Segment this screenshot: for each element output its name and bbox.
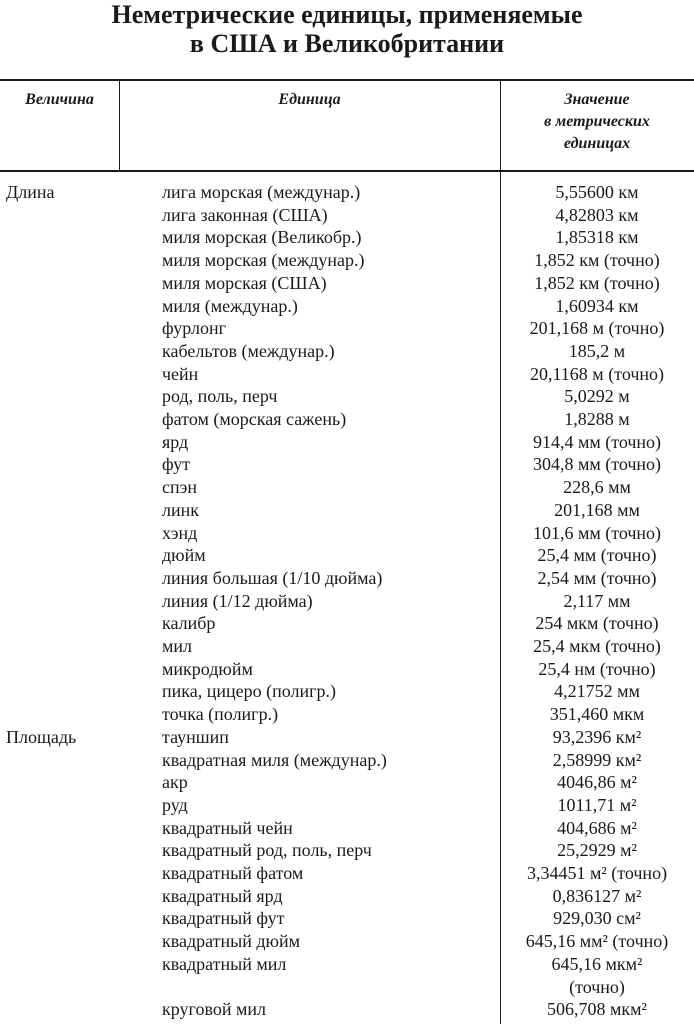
metric-value: 1,60934 км: [555, 295, 639, 316]
metric-value: 5,55600 км: [555, 182, 639, 202]
metric-value: 5,0292 м: [564, 386, 630, 407]
section-area: Площадь: [6, 727, 77, 747]
metric-value: 93,2396 км²: [552, 726, 642, 747]
metric-value: 2,54 мм (точно): [537, 567, 657, 588]
metric-value: 1,85318 км: [555, 227, 639, 248]
metric-value: 101,6 мм (точно): [532, 522, 662, 543]
header-value-line-1: Значение: [564, 91, 630, 108]
metric-value: 25,4 нм (точно): [538, 658, 656, 679]
metric-value: 404,686 м²: [557, 817, 637, 838]
metric-value: 914,4 мм (точно): [532, 431, 662, 452]
metric-value: 351,460 мкм: [549, 704, 645, 725]
metric-value: (точно): [569, 976, 625, 997]
unit-name: лига законная (США): [162, 204, 328, 225]
header-value-line-3: единицах: [563, 135, 631, 152]
metric-value: 645,16 мм² (точно): [525, 931, 669, 952]
metric-value: 25,4 мм (точно): [537, 545, 657, 566]
unit-name: квадратная миля (междунар.): [162, 749, 387, 770]
table-top-rule: [0, 79, 694, 81]
metric-value: 1,852 км (точно): [534, 250, 660, 271]
unit-name: микродюйм: [162, 658, 253, 679]
unit-name: род, поль, перч: [162, 386, 278, 407]
metric-value: 25,2929 м²: [557, 840, 637, 861]
metric-value: 4,21752 мм: [554, 681, 640, 702]
unit-name: хэнд: [162, 522, 198, 543]
metric-value: 4,82803 км: [555, 204, 639, 225]
unit-name: круговой мил: [162, 999, 266, 1020]
unit-name: квадратный фатом: [162, 863, 304, 883]
metric-value: 1011,71 м²: [557, 794, 637, 815]
unit-name: руд: [162, 794, 188, 815]
metric-value: 304,8 мм (точно): [532, 454, 662, 475]
metric-value: 201,168 мм: [554, 499, 640, 520]
unit-name: миля (междунар.): [162, 295, 298, 316]
unit-name: линия (1/12 дюйма): [162, 590, 313, 611]
title-line-1: Неметрические единицы, применяемые: [111, 0, 583, 29]
unit-name: миля морская (Великобр.): [162, 227, 362, 248]
unit-name: мил: [162, 636, 193, 656]
unit-name: калибр: [162, 613, 216, 634]
unit-name: фатом (морская сажень): [162, 409, 347, 429]
metric-value: 929,030 см²: [553, 908, 641, 929]
metric-value: 2,58999 км²: [552, 749, 642, 770]
metric-value: 20,1168 м (точно): [529, 363, 665, 384]
unit-name: квадратный ярд: [162, 885, 283, 906]
header-unit: Единица: [278, 91, 341, 108]
unit-name: линк: [162, 499, 199, 520]
metric-value: 185,2 м: [568, 340, 626, 361]
metric-value: 1,852 км (точно): [534, 272, 660, 293]
metric-value: 3,34451 м² (точно): [526, 863, 668, 883]
metric-value: 4046,86 м²: [557, 772, 637, 793]
metric-value: 254 мкм (точно): [535, 613, 659, 634]
metric-value: 506,708 мкм²: [547, 999, 647, 1020]
unit-name: кабельтов (междунар.): [162, 340, 335, 361]
unit-name: тауншип: [162, 726, 229, 747]
unit-name: миля морская (междунар.): [162, 250, 365, 271]
unit-name: миля морская (США): [162, 272, 327, 293]
metric-value: 201,168 м (точно): [529, 318, 665, 339]
metric-value: 25,4 мкм (точно): [533, 636, 661, 656]
unit-name: квадратный чейн: [162, 817, 293, 838]
unit-name: точка (полигр.): [162, 704, 279, 725]
unit-name: фурлонг: [162, 318, 226, 339]
unit-name: квадратный дюйм: [162, 931, 301, 952]
metric-value: 228,6 мм: [563, 477, 631, 498]
unit-name: чейн: [162, 363, 199, 384]
title-line-2: в США и Великобритании: [189, 29, 505, 58]
metric-value: 1,8288 м: [564, 409, 630, 429]
header-bottom-rule: [0, 170, 694, 172]
section-length: Длина: [6, 182, 55, 202]
unit-name: квадратный мил: [162, 953, 287, 974]
unit-name: фут: [162, 454, 191, 475]
unit-name: акр: [162, 772, 188, 793]
metric-value: 0,836127 м²: [552, 885, 642, 906]
header-quantity: Величина: [25, 91, 94, 108]
unit-name: спэн: [162, 477, 197, 498]
unit-name: дюйм: [162, 545, 206, 566]
unit-name: квадратный фут: [162, 908, 285, 929]
unit-name: линия большая (1/10 дюйма): [162, 567, 383, 588]
unit-name: пика, цицеро (полигр.): [162, 681, 336, 702]
metric-value: 645,16 мкм²: [551, 953, 643, 974]
unit-name: ярд: [162, 431, 189, 452]
header-value-line-2: в метрических: [544, 113, 650, 130]
unit-name: лига морская (междунар.): [162, 182, 361, 202]
metric-value: 2,117 мм: [563, 590, 631, 611]
unit-name: квадратный род, поль, перч: [162, 840, 372, 861]
